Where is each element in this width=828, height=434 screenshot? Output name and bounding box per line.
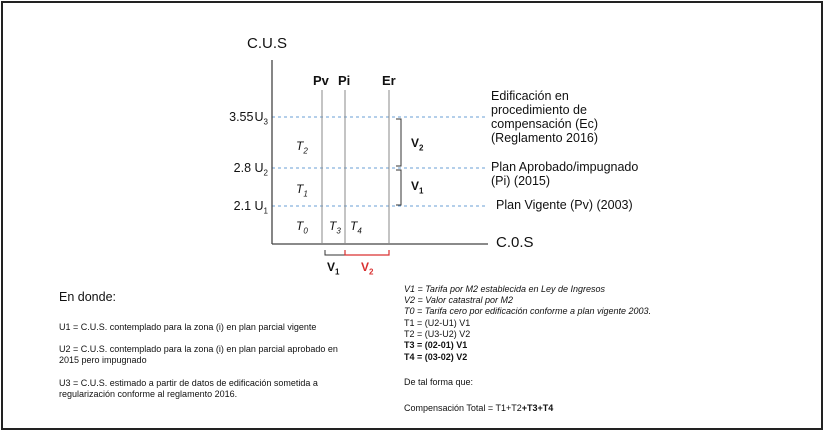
region-t3: $T_3$ <box>329 219 341 236</box>
region-t2: $T_2$ <box>296 139 308 156</box>
v2-bottom-bracket <box>345 250 389 255</box>
ec-description: Edificación en procedimiento de compensación (Ec) (Reglamento 2016) <box>491 89 599 145</box>
note-u3: U3 = C.U.S. estimado a partir de datos de edificación sometida a regularización conforme al reglamento 2016. <box>59 378 318 399</box>
formula-bold: +T3+T4 <box>521 403 554 413</box>
note-t4: T4 = (03-02) V2 <box>404 352 468 362</box>
region-t0: $T_0$ <box>296 219 308 236</box>
v2-right-label: $V_2$ <box>411 136 424 153</box>
u3-level-label: 3.55 $U_3$ <box>229 110 268 127</box>
er-label: Er <box>382 73 396 88</box>
note-t2: T2 = (U3-U2) V2 <box>404 329 471 339</box>
u1-level-label: 2.1 $U_1$ <box>233 199 268 216</box>
note-t0: T0 = Tarifa cero por edificación conforme a plan vigente 2003. <box>404 306 652 316</box>
y-axis-title: C.U.S <box>247 35 288 52</box>
note-intro: De tal forma que: <box>404 377 474 387</box>
formula-plain: Compensación Total = T1+T2 <box>404 403 522 413</box>
note-v2: V2 = Valor catastral por M2 <box>404 295 513 305</box>
notes-heading: En donde: <box>59 290 116 304</box>
u2-level-label: 2.8 $U_2$ <box>233 161 268 178</box>
v2-bottom-label: $V_2$ <box>361 260 374 277</box>
region-t1: $T_1$ <box>296 182 308 199</box>
pv-label: Pv <box>313 73 329 88</box>
compensation-formula <box>404 403 553 414</box>
v1-right-label: $V_1$ <box>411 179 424 196</box>
note-t1: T1 = (U2-U1) V1 <box>404 318 471 328</box>
v1-bracket <box>396 170 401 205</box>
x-axis-title: C.0.S <box>496 234 534 251</box>
v1-bottom-bracket <box>325 250 345 255</box>
note-u2: U2 = C.U.S. contemplado para la zona (i) en plan parcial aprobado en 2015 pero impugnado <box>59 344 338 365</box>
note-u1: U1 = C.U.S. contemplado para la zona (i) en plan parcial vigente <box>59 322 317 332</box>
region-t4: $T_4$ <box>350 219 362 236</box>
pv-description: Plan Vigente (Pv) (2003) <box>496 198 633 212</box>
v2-bracket <box>396 119 401 166</box>
v1-bottom-label: $V_1$ <box>327 260 340 277</box>
pi-label: Pi <box>338 73 351 88</box>
note-t3: T3 = (02-01) V1 <box>404 340 468 350</box>
pi-description: Plan Aprobado/impugnado (Pi) (2015) <box>491 160 639 188</box>
note-v1: V1 = Tarifa por M2 establecida en Ley de Ingresos <box>404 284 606 294</box>
